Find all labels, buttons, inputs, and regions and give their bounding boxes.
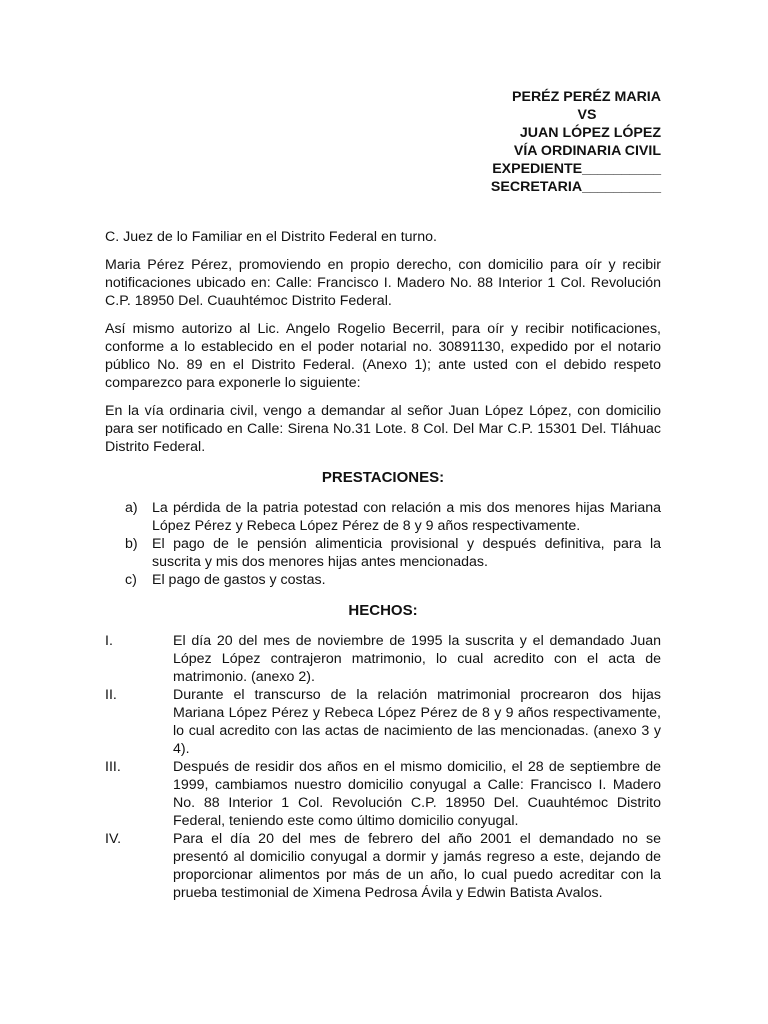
list-item xyxy=(105,632,661,686)
secretaria-line: SECRETARIA__________ xyxy=(490,179,661,195)
hechos-title: HECHOS: xyxy=(348,602,418,619)
list-item-text: Para el día 20 del mes de febrero del año 2001 el demandado no se presentó al domicilio conyugal a dormir y jamás regreso a este, dejando de proporcionar alimentos por más de un año, lo cual puedo acreditar con la prueba testimonial de Ximena Pedrosa Ávila y Edwin Batista Avalos. xyxy=(173,831,661,901)
versus-label: VS xyxy=(577,107,597,123)
list-item xyxy=(105,571,661,589)
plaintiff-name: PERÉZ PERÉZ MARIA xyxy=(512,89,661,105)
list-item xyxy=(105,535,661,571)
hechos-list xyxy=(105,632,661,902)
list-item-marker: IV. xyxy=(105,831,122,847)
defendant-name: JUAN LÓPEZ LÓPEZ xyxy=(519,125,661,141)
list-item-text: Después de residir dos años en el mismo domicilio, el 28 de septiembre de 1999, cambiamos nuestro domicilio conyugal a Calle: Francisco I. Madero No. 88 Interior 1 Col. Revolución C.P. 18950 Del. Cuauhtémoc Distrito Federal, teniendo este como último domicilio conyugal. xyxy=(173,759,661,829)
list-item-text: Durante el transcurso de la relación matrimonial procrearon dos hijas Mariana López Pérez y Rebeca López Pérez de 8 y 9 años respectivamente, lo cual acredito con las actas de nacimiento de las mencionadas. (anexo 3 y 4). xyxy=(173,687,661,757)
paragraph-authorization: Así mismo autorizo al Lic. Angelo Rogelio Becerril, para oír y recibir notificaciones, conforme a lo establecido en el poder notarial no. 30891130, expedido por el notario público No. 89 en el Distrito Federal. (Anexo 1); ante usted con el debido respeto comparezco para exponerle lo siguiente: xyxy=(105,321,661,391)
list-item-marker: III. xyxy=(105,759,121,775)
list-item-marker: I. xyxy=(105,633,113,649)
prestaciones-list xyxy=(105,499,661,589)
list-item-text: El día 20 del mes de noviembre de 1995 la suscrita y el demandado Juan López López contrajeron matrimonio, lo cual acredito con el acta de matrimonio. (anexo 2). xyxy=(173,633,661,685)
list-item xyxy=(105,758,661,830)
proceeding-type: VÍA ORDINARIA CIVIL xyxy=(513,143,661,159)
list-item-marker: II. xyxy=(105,687,117,703)
document-body xyxy=(105,228,661,902)
expediente-line: EXPEDIENTE__________ xyxy=(492,161,661,177)
list-item xyxy=(105,830,661,902)
list-item-marker: c) xyxy=(125,572,137,588)
list-item-marker: b) xyxy=(125,536,138,552)
list-item xyxy=(105,499,661,535)
prestaciones-title: PRESTACIONES: xyxy=(321,469,445,486)
list-item xyxy=(105,686,661,758)
addressee: C. Juez de lo Familiar en el Distrito Federal en turno. xyxy=(105,229,437,245)
paragraph-demand: En la vía ordinaria civil, vengo a demandar al señor Juan López López, con domicilio para ser notificado en Calle: Sirena No.31 Lote. 8 Col. Del Mar C.P. 15301 Del. Tláhuac Distrito Federal. xyxy=(105,403,661,455)
list-item-marker: a) xyxy=(125,500,138,516)
list-item-text: El pago de le pensión alimenticia provisional y después definitiva, para la suscrita y mis dos menores hijas antes mencionadas. xyxy=(152,536,661,570)
list-item-text: El pago de gastos y costas. xyxy=(152,572,326,588)
paragraph-plaintiff: Maria Pérez Pérez, promoviendo en propio derecho, con domicilio para oír y recibir notificaciones ubicado en: Calle: Francisco I. Madero No. 88 Interior 1 Col. Revolución C.P. 18950 Del. Cuauhtémoc Distrito Federal. xyxy=(105,257,661,309)
list-item-text: La pérdida de la patria potestad con relación a mis dos menores hijas Mariana López Pérez y Rebeca López Pérez de 8 y 9 años respectivamente. xyxy=(152,500,661,534)
case-caption xyxy=(0,88,661,196)
